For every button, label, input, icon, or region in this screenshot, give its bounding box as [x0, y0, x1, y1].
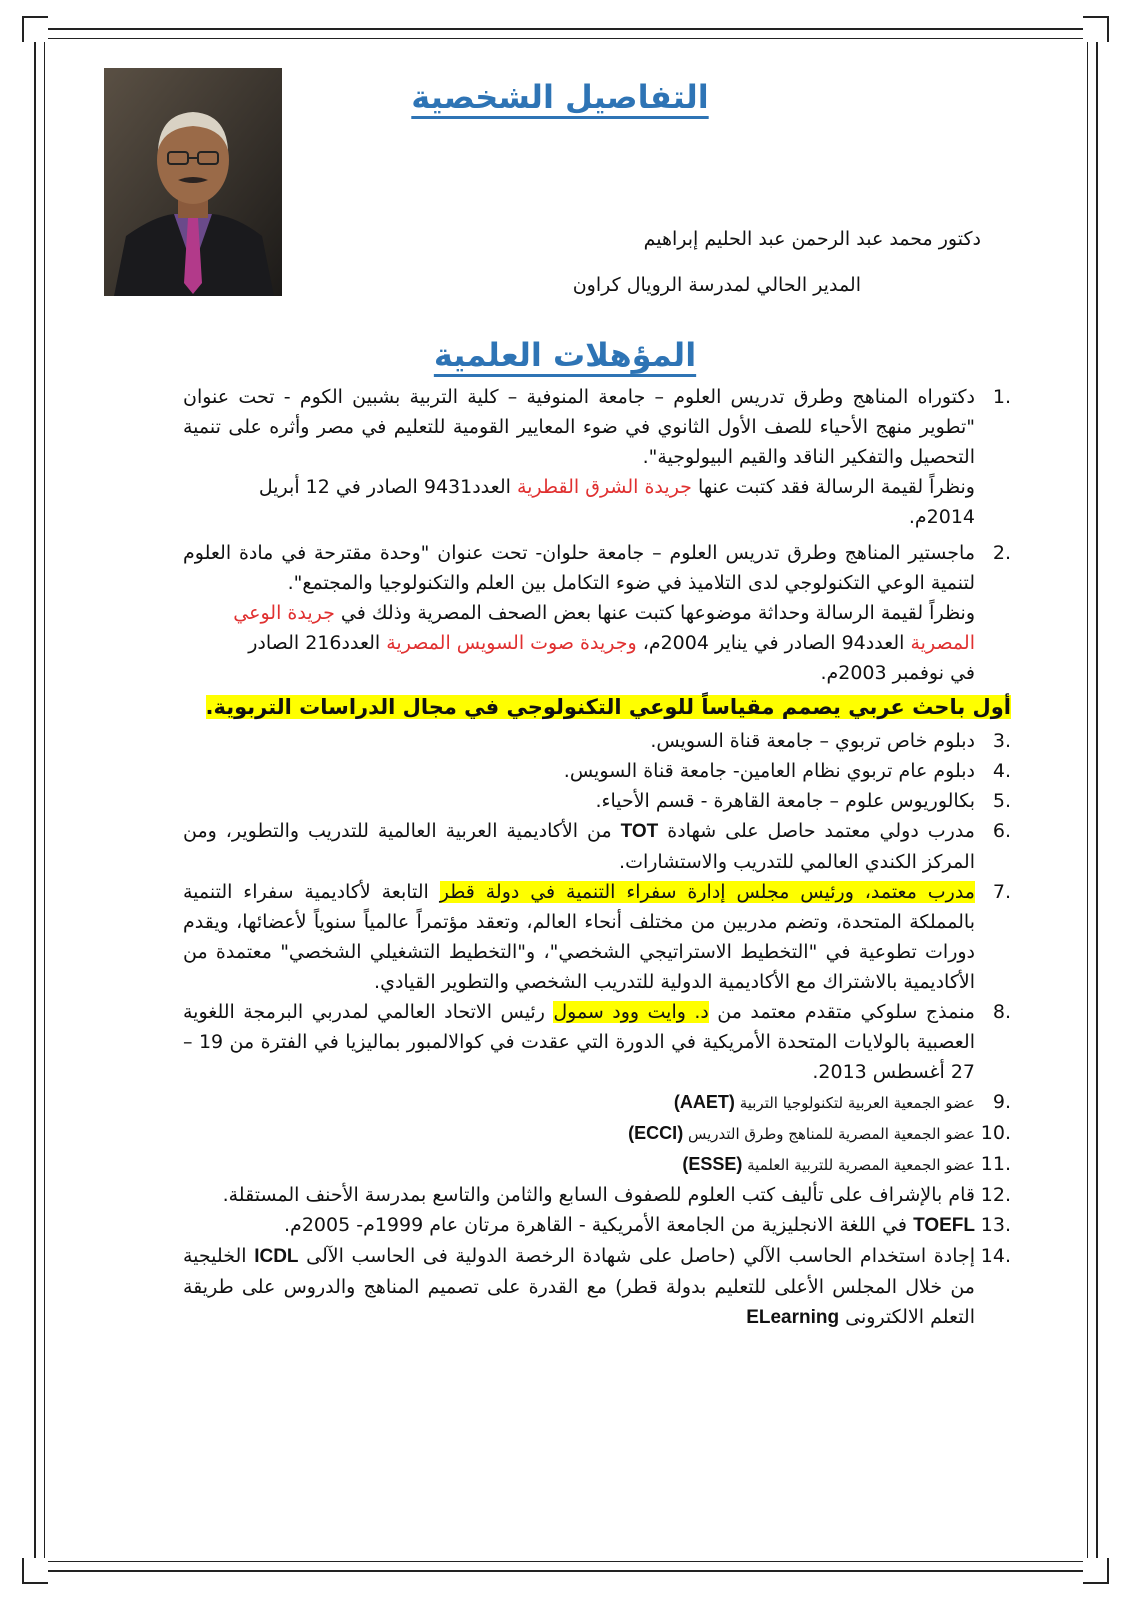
certificate-code: TOEFL: [913, 1215, 975, 1236]
item-text: قام بالإشراف على تأليف كتب العلوم للصفوف السابع والثامن والتاسع بمدرسة الأحنف المستقلة.: [222, 1184, 975, 1206]
list-item: [183, 726, 1011, 756]
list-item: [183, 382, 1011, 472]
item-text: دبلوم خاص تربوي – جامعة قناة السويس.: [650, 730, 975, 752]
banner-text: أول باحث عربي يصمم مقياساً للوعي التكنولوجي في مجال الدراسات التربوية.: [205, 695, 1011, 719]
note-text: ونظراً لقيمة الرسالة وحداثة موضوعها كتبت عنها بعض الصحف المصرية وذلك في: [340, 602, 975, 624]
item-text: الخليجية من خلال المجلس الأعلى للتعليم بدولة قطر) مع القدرة على تصميم المناهج والدروس على طريقة التعلم الالكترونى: [183, 1245, 975, 1328]
item-note: [183, 472, 1011, 532]
item-text: دبلوم عام تربوي نظام العامين- جامعة قناة السويس.: [563, 760, 975, 782]
person-name: دكتور محمد عبد الرحمن عبد الحليم إبراهيم: [643, 228, 981, 250]
profile-photo: [104, 68, 282, 296]
newspaper-name: جريدة الشرق القطرية: [516, 476, 692, 498]
item-number: .3: [992, 730, 1011, 752]
list-item: [183, 538, 1011, 598]
item-text: عضو الجمعية العربية لتكنولوجيا التربية: [739, 1094, 975, 1112]
item-number: .6: [992, 820, 1011, 842]
item-text: مدرب دولي معتمد حاصل على شهادة: [667, 820, 975, 842]
item-number: .11: [980, 1153, 1011, 1175]
item-number: .1: [992, 386, 1011, 408]
list-item: [183, 1087, 1011, 1118]
item-text: عضو الجمعية المصرية للمناهج وطرق التدريس: [687, 1125, 975, 1143]
item-number: .8: [992, 1001, 1011, 1023]
item-number: .10: [980, 1122, 1011, 1144]
association-code: (ECCI): [628, 1123, 684, 1143]
list-item: [183, 1118, 1011, 1149]
page-title: التفاصيل الشخصية: [411, 78, 709, 116]
highlighted-text: مدرب معتمد، ورئيس مجلس إدارة سفراء التنمية في دولة قطر: [439, 881, 975, 903]
newspaper-name: جريدة الوعي المصرية: [233, 602, 975, 654]
item-number: .12: [980, 1184, 1011, 1206]
list-item: [183, 877, 1011, 997]
item-text: من الأكاديمية العربية العالمية للتدريب والتطوير، ومن المركز الكندي العالمي للتدريب والاستشارات.: [183, 820, 975, 873]
item-number: .13: [980, 1214, 1011, 1236]
note-text: ونظراً لقيمة الرسالة فقد كتبت عنها: [697, 476, 975, 498]
frame-corner-ornament: [22, 1558, 48, 1584]
item-text: بكالوريوس علوم – جامعة القاهرة - قسم الأحياء.: [595, 790, 975, 812]
list-item: [183, 1210, 1011, 1241]
current-position: المدير الحالي لمدرسة الرويال كراون: [572, 274, 861, 296]
certificate-code: TOT: [620, 821, 659, 842]
item-text: عضو الجمعية المصرية للتربية العلمية: [747, 1156, 975, 1174]
list-item: [183, 1241, 1011, 1333]
item-number: .4: [992, 760, 1011, 782]
list-item: [183, 997, 1011, 1087]
item-number: .5: [992, 790, 1011, 812]
note-text: العدد9431 الصادر في 12 أبريل 2014م.: [258, 476, 975, 528]
item-text: منمذج سلوكي متقدم معتمد من: [717, 1001, 975, 1023]
item-text: رئيس الاتحاد العالمي لمدربي البرمجة اللغوية العصبية بالولايات المتحدة الأمريكية في الدورة التي عقدت في كوالالمبور بماليزيا في الفترة من 19 – 27 أغسطس 2013.: [183, 1001, 976, 1083]
item-number: .9: [992, 1091, 1011, 1113]
item-text: إجادة استخدام الحاسب الآلي (حاصل على شهادة الرخصة الدولية فى الحاسب الآلى: [306, 1245, 976, 1267]
frame-corner-ornament: [1083, 16, 1109, 42]
highlighted-text: د. وايت وود سمول: [553, 1001, 709, 1023]
note-text: العدد216 الصادر في نوفمبر 2003م.: [248, 632, 975, 684]
item-text: دكتوراه المناهج وطرق تدريس العلوم – جامعة المنوفية – كلية التربية بشبين الكوم - تحت عنوان "تطوير منهج الأحياء للصف الأول الثانوي في ضوء المعايير القومية للتعليم في مصر وأثره على تنمية التحصيل والتفكير الناقد والقيم البيولوجية".: [183, 386, 975, 468]
newspaper-name: وجريدة صوت السويس المصرية: [386, 632, 637, 654]
item-number: .2: [992, 542, 1011, 564]
section-title-qualifications: المؤهلات العلمية: [433, 336, 697, 374]
certificate-code: ICDL: [254, 1246, 299, 1267]
association-code: (ESSE): [682, 1154, 743, 1174]
item-text: ماجستير المناهج وطرق تدريس العلوم – جامعة حلوان- تحت عنوان "وحدة مقترحة في مادة العلوم لتنمية الوعي التكنولوجي لدى التلاميذ في ضوء التكامل بين العلم والتكنولوجيا والمجتمع".: [183, 542, 975, 594]
highlight-banner: [163, 692, 1011, 722]
list-item: [183, 1180, 1011, 1210]
note-text: العدد94 الصادر في يناير 2004م،: [642, 632, 905, 654]
list-item: [183, 786, 1011, 816]
certificate-code: ELearning: [746, 1307, 840, 1328]
item-text: التابعة لأكاديمية سفراء التنمية بالمملكة المتحدة، وتضم مدربين من مختلف أنحاء العالم، وتعقد مؤتمراً عالمياً سنوياً لأعضائها، ويقدم دورات تطوعية في "التخطيط الاستراتيجي الشخصي"، و"التخطيط التشغيلي الشخصي" معتمدة من الأكاديمية بالاشتراك مع الأكاديمية الدولية للتدريب الشخصي والتطوير القيادي.: [183, 881, 975, 993]
list-item: [183, 816, 1011, 877]
item-note: [183, 598, 1011, 688]
list-item: [183, 1149, 1011, 1180]
frame-corner-ornament: [1083, 1558, 1109, 1584]
item-number: .7: [992, 881, 1011, 903]
frame-corner-ornament: [22, 16, 48, 42]
qualifications-list: [183, 382, 1011, 1333]
item-text: في اللغة الانجليزية من الجامعة الأمريكية - القاهرة مرتان عام 1999م- 2005م.: [284, 1214, 908, 1236]
list-item: [183, 756, 1011, 786]
item-number: .14: [980, 1245, 1011, 1267]
association-code: (AAET): [673, 1092, 735, 1112]
